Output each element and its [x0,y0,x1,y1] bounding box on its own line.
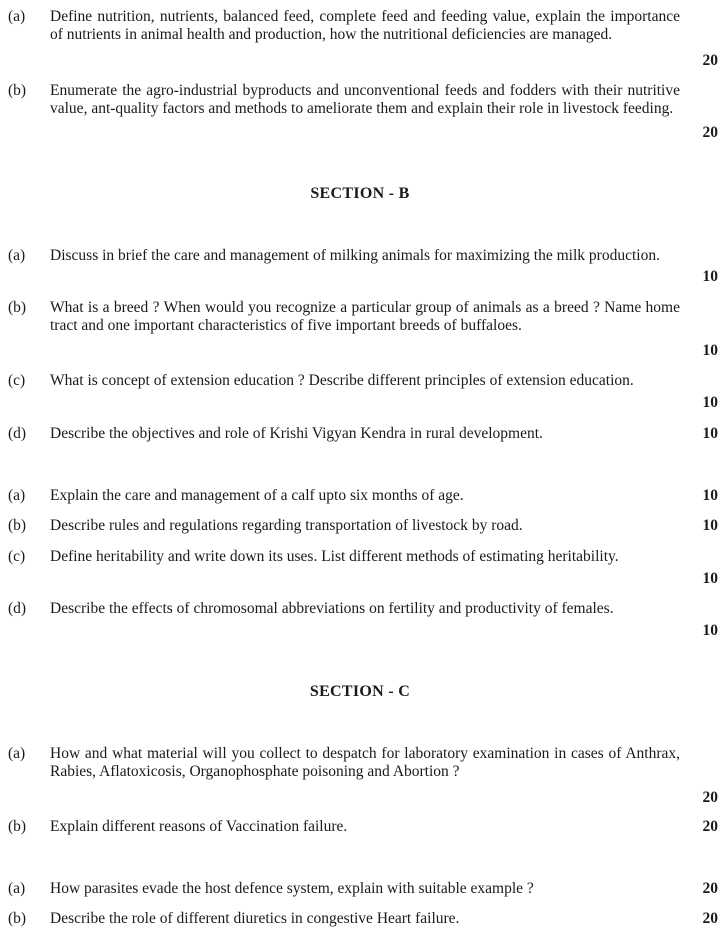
question-label: (b) [8,818,27,835]
question-text: Describe the objectives and role of Krishi Vigyan Kendra in rural development. [50,425,543,442]
question-marks: 10 [702,268,718,285]
question-text: What is concept of extension education ? Describe different principles of extension education. [50,372,634,389]
question-label: (c) [8,372,26,389]
question-text: Explain the care and management of a calf upto six months of age. [50,487,464,504]
question-label: (a) [8,745,26,762]
question-label: (a) [8,487,26,504]
question-text: Describe the role of different diuretics in congestive Heart failure. [50,910,460,927]
question-text: What is a breed ? When would you recognize a particular group of animals as a breed ? Name home tract and one important characteristics of five important breeds of buffaloes. [50,299,680,334]
question-marks: 20 [702,910,718,927]
question-text: How parasites evade the host defence system, explain with suitable example ? [50,880,534,897]
question-marks: 10 [702,570,718,587]
question-marks: 20 [702,789,718,806]
question-text: Describe rules and regulations regarding transportation of livestock by road. [50,517,523,534]
question-marks: 10 [702,622,718,639]
question-marks: 20 [702,124,718,141]
question-marks: 10 [702,425,718,442]
question-text: Define heritability and write down its uses. List different methods of estimating heritability. [50,548,619,565]
question-label: (b) [8,517,27,534]
question-marks: 10 [702,517,718,534]
question-marks: 10 [702,342,718,359]
question-label: (c) [8,548,26,565]
question-label: (d) [8,600,27,617]
question-label: (b) [8,299,27,316]
section-heading-c: SECTION - C [309,683,411,700]
question-label: (b) [8,82,27,99]
question-label: (a) [8,880,26,897]
question-text: Describe the effects of chromosomal abbreviations on fertility and productivity of females. [50,600,614,617]
question-text: Discuss in brief the care and management of milking animals for maximizing the milk production. [50,247,660,264]
question-marks: 20 [702,818,718,835]
question-label: (a) [8,8,26,25]
question-label: (b) [8,910,27,927]
question-text: How and what material will you collect to despatch for laboratory examination in cases of Anthrax, Rabies, Aflatoxicosis, Organophosphate poisoning and Abortion ? [50,745,680,780]
question-marks: 20 [702,52,718,69]
question-label: (d) [8,425,27,442]
question-label: (a) [8,247,26,264]
question-marks: 10 [702,487,718,504]
question-text: Enumerate the agro-industrial byproducts and unconventional feeds and fodders with their nutritive value, ant-quality factors and methods to ameliorate them and explain their role in livestock feeding. [50,82,680,117]
question-text: Explain different reasons of Vaccination failure. [50,818,348,835]
question-marks: 20 [702,880,718,897]
question-text: Define nutrition, nutrients, balanced feed, complete feed and feeding value, explain the importance of nutrients in animal health and production, how the nutritional deficiencies are managed. [50,8,680,43]
section-heading-b: SECTION - B [310,185,410,202]
question-marks: 10 [702,394,718,411]
